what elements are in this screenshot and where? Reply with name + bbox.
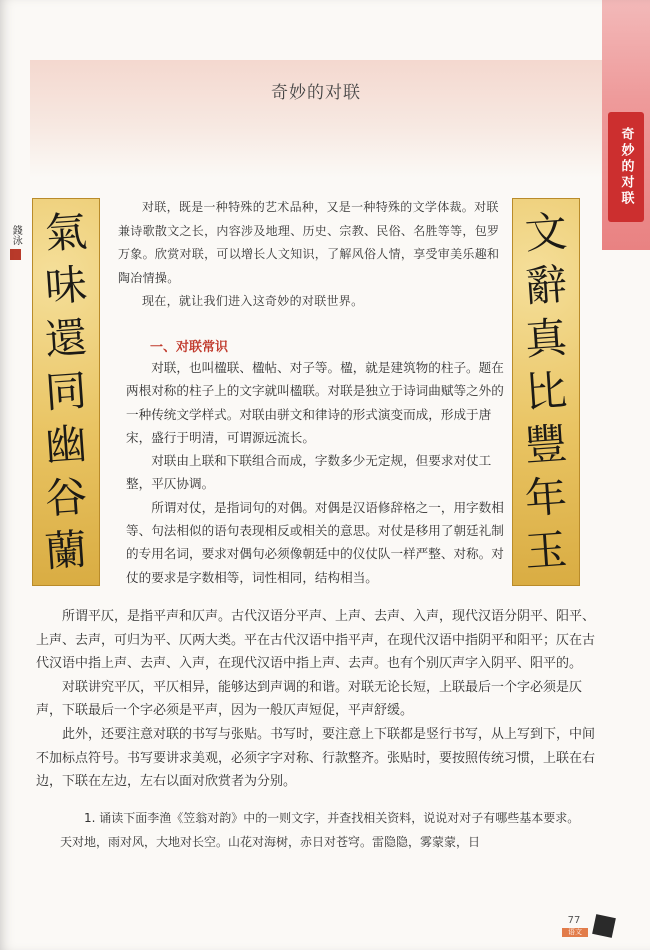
body-paragraph: 此外，还要注意对联的书写与张贴。书写时，要注意上下联都是竖行书写，从上写到下，中间不加标点符号。书写要讲求美观，必须字字对称、行款整齐。张贴时，要按照传统习惯，上联在右边，下联在左边，左右以面对欣赏者为分别。 <box>36 726 596 790</box>
callig-char: 氣 <box>43 206 89 258</box>
intro-paragraph: 现在，就让我们进入这奇妙的对联世界。 <box>142 294 364 308</box>
body-paragraph: 所谓对仗，是指词句的对偶。对偶是汉语修辞格之一，用字数相等、句法相似的语句表现相反或相关的意思。对仗是移用了朝廷礼制的专用名词，要求对偶句必须像朝廷中的仪仗队一样严整、对称。对仗的要求是字数相等，词性相同，结构相当。 <box>126 499 504 585</box>
seal-stamp-icon <box>10 249 21 260</box>
section-heading: 一、对联常识 <box>150 340 229 355</box>
exercise-question: 1. 诵读下面李渔《笠翁对韵》中的一则文字，并查找相关资料，说说对对子有哪些基本要求。 <box>84 811 580 825</box>
scroll-signature-seal <box>6 225 24 273</box>
callig-char: 文 <box>523 206 569 258</box>
callig-char: 玉 <box>523 525 569 577</box>
calligraphy-scroll-left <box>32 198 100 586</box>
page-number: 77 <box>567 915 581 926</box>
page-title: 奇妙的对联 <box>271 83 361 103</box>
scroll-signature: 錢泳 <box>10 225 22 245</box>
subject-badge: 语文 <box>562 928 588 937</box>
callig-char: 豐 <box>523 418 569 471</box>
chapter-side-tab <box>602 0 650 250</box>
chapter-tab-label-box <box>608 112 644 222</box>
section-body <box>126 356 506 589</box>
callig-char: 真 <box>523 312 569 365</box>
callig-char: 谷 <box>43 471 89 524</box>
body-paragraph: 对联由上联和下联组合而成，字数多少无定规，但要求对仗工整，平仄协调。 <box>126 453 492 492</box>
callig-char: 蘭 <box>43 525 89 577</box>
callig-char: 辭 <box>523 259 569 312</box>
callig-char: 年 <box>523 471 569 524</box>
page-corner-icon <box>592 914 616 938</box>
body-paragraph: 所谓平仄，是指平声和仄声。古代汉语分平声、上声、去声、入声，现代汉语分阴平、阳平、上声、去声，可归为平、仄两大类。平在古代汉语中指平声，在现代汉语中指阴平和阳平；仄在古代汉语中指上声、去声、入声，在现代汉语中指上声、去声。也有个别仄声字入阴平、阳平的。 <box>36 609 596 672</box>
body-paragraph: 对联，也叫楹联、楹帖、对子等。楹，就是建筑物的柱子。题在两根对称的柱子上的文字就叫楹联。对联是独立于诗词曲赋等之外的一种传统文学样式。对联由骈文和律诗的形式演变而成，形成于唐宋，盛行于明清，可谓源远流长。 <box>126 360 504 445</box>
exercise-text: 天对地，雨对风，大地对长空。山花对海树，赤日对苍穹。雷隐隐，雾蒙蒙，日 <box>60 835 481 849</box>
body-paragraph: 对联讲究平仄，平仄相异，能够达到声调的和谐。对联无论长短，上联最后一个字必须是仄声，下联最后一个字必须是平声，因为一般仄声短促，平声舒缓。 <box>36 679 583 719</box>
callig-char: 味 <box>43 259 89 312</box>
callig-char: 還 <box>43 312 89 365</box>
exercise-block <box>36 806 596 854</box>
calligraphy-scroll-right <box>512 198 580 586</box>
callig-char: 同 <box>43 365 89 418</box>
intro-paragraph: 对联，既是一种特殊的艺术品种，又是一种特殊的文学体裁。对联兼诗歌散文之长，内容涉及地理、历史、宗教、民俗、名胜等等，包罗万象。欣赏对联，可以增长人文知识，了解风俗人情，享受审美乐趣和陶冶情操。 <box>118 200 500 285</box>
callig-char: 幽 <box>43 418 89 471</box>
wide-body <box>36 605 596 794</box>
chapter-tab-label: 奇妙的对联 <box>618 127 634 207</box>
callig-char: 比 <box>523 365 569 418</box>
intro-text <box>118 196 503 314</box>
